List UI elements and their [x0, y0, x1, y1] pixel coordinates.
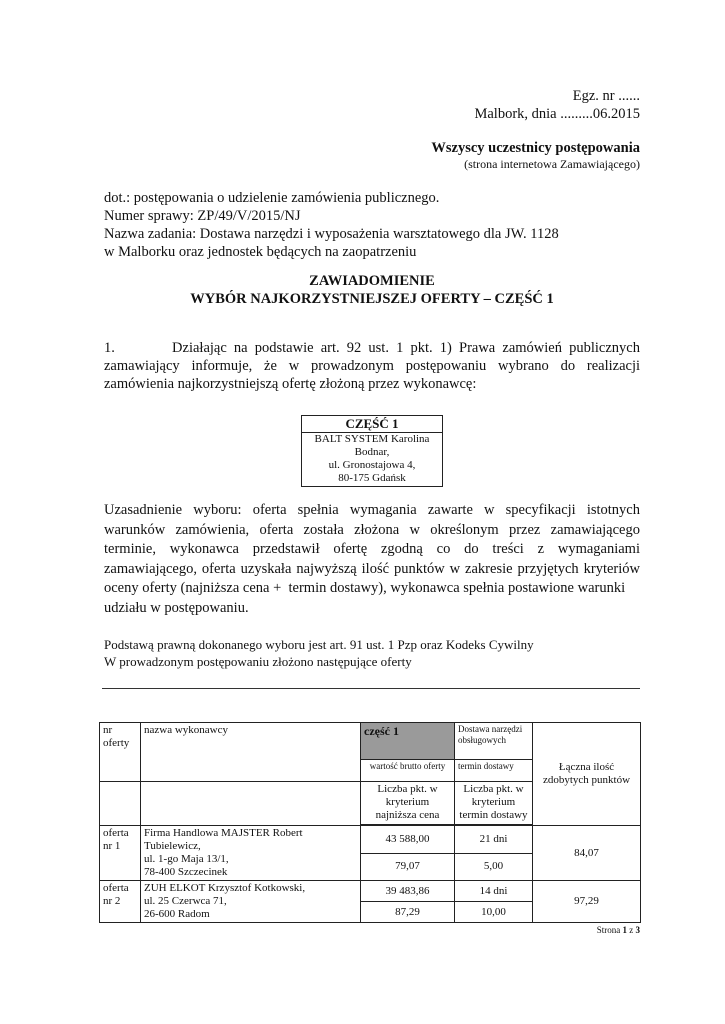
justification-line: terminie, wykonawca przedstawił ofertę zgodną co do treści z wymaganiami: [104, 541, 640, 557]
justification-line: oceny oferty (najniższa cena + termin dostawy), wykonawca spełnia postawione warunki: [104, 580, 626, 596]
empty-cell: [100, 782, 141, 826]
winner-line: 80-175 Gdańsk: [338, 472, 406, 484]
header-block: [380, 87, 640, 123]
header-points-term: Liczba pkt. w kryterium termin dostawy: [455, 782, 533, 825]
winner-line: Bodnar,: [354, 446, 390, 458]
gross-value: 43 588,00: [361, 826, 455, 854]
gross-value: 39 483,86: [361, 881, 455, 902]
task-name: Nazwa zadania: Dostawa narzędzi i wyposażenia warsztatowego dla JW. 1128: [104, 226, 559, 242]
offers-table: [99, 722, 641, 923]
page-label: Strona: [596, 925, 621, 935]
header-total-points: Łączna ilość zdobytych punktów: [533, 723, 641, 826]
winner-line: ul. Gronostajowa 4,: [328, 459, 416, 471]
contractor-line: ul. 1-go Maja 13/1,: [144, 853, 229, 865]
paragraph-1-line: zamawiający informuje, że w prowadzonym postępowaniu wybrano do realizacji: [104, 358, 640, 374]
total-points: 97,29: [533, 881, 641, 923]
recipients-title: Wszyscy uczestnicy postępowania: [431, 140, 640, 156]
points-term: 10,00: [455, 902, 533, 923]
winner-details: [302, 433, 442, 486]
points-term: 5,00: [455, 853, 533, 881]
points-price: 87,29: [361, 902, 455, 923]
contractor-line: 26-600 Radom: [144, 908, 210, 920]
offers-intro: W prowadzonym postępowaniu złożono następujące oferty: [104, 654, 412, 669]
delivery-term: 14 dni: [455, 881, 533, 902]
header-gross-value: wartość brutto oferty: [361, 760, 455, 782]
header-offer-number: nr oferty: [100, 723, 141, 782]
contractor-name: [141, 881, 361, 923]
justification-line: zamawiającego, oferta uzyskała najwyższą ilość punktów w zakresie przyjętych kryteriów: [104, 560, 640, 577]
notice-title: [104, 272, 640, 308]
notice-title-line1: ZAWIADOMIENIE: [309, 273, 435, 289]
header-contractor-name: nazwa wykonawcy: [141, 723, 361, 782]
place-date: Malbork, dnia .........06.2015: [474, 106, 640, 122]
reference-line: dot.: postępowania o udzielenie zamówienia publicznego.: [104, 190, 440, 206]
contractor-line: Tubielewicz,: [144, 840, 201, 852]
delivery-term: 21 dni: [455, 826, 533, 854]
task-name-cont: w Malborku oraz jednostek będących na zaopatrzeniu: [104, 244, 417, 260]
header-delivery-term: termin dostawy: [455, 760, 533, 782]
winner-heading: CZĘŚĆ 1: [302, 416, 442, 433]
contractor-line: Firma Handlowa MAJSTER Robert: [144, 827, 303, 839]
table-header-row: [100, 723, 641, 760]
header-points-price: Liczba pkt. w kryterium najniższa cena: [361, 782, 455, 825]
justification-line: Uzasadnienie wyboru: oferta spełnia wymagania zawarte w specyfikacji istotnych: [104, 502, 640, 518]
recipients: [380, 139, 640, 172]
page-total: 3: [635, 925, 640, 935]
notice-title-line2: WYBÓR NAJKORZYSTNIEJSZEJ OFERTY – CZĘŚĆ 1: [190, 291, 554, 307]
offer-number: oferta nr 2: [100, 881, 141, 923]
header-part: część 1: [361, 723, 455, 760]
offer-number: oferta nr 1: [100, 826, 141, 881]
legal-basis-line: Podstawą prawną dokonanego wyboru jest art. 91 ust. 1 Pzp oraz Kodeks Cywilny: [104, 637, 534, 652]
page-footer: [597, 925, 640, 935]
contractor-name: [141, 826, 361, 881]
header-part-description: Dostawa narzędzi obsługowych: [455, 723, 533, 760]
total-points: 84,07: [533, 826, 641, 881]
justification-line: udziału w postępowaniu.: [104, 599, 249, 616]
copy-number: Egz. nr ......: [572, 88, 640, 104]
contractor-line: ZUH ELKOT Krzysztof Kotkowski,: [144, 882, 306, 894]
legal-basis: [104, 636, 644, 670]
recipients-subtitle: (strona internetowa Zamawiającego): [464, 157, 640, 171]
page-separator: z: [629, 925, 634, 935]
case-number: Numer sprawy: ZP/49/V/2015/NJ: [104, 208, 301, 224]
contractor-line: 78-400 Szczecinek: [144, 866, 228, 878]
justification-line: warunków zamówienia, oferta została złożona w określonym przez zamawiającego: [104, 521, 640, 538]
empty-cell: [141, 782, 361, 826]
page-current: 1: [622, 925, 627, 935]
reference-block: [104, 189, 644, 261]
paragraph-1: [104, 339, 640, 393]
points-price: 79,07: [361, 853, 455, 881]
table-row: [100, 826, 641, 854]
winner-box: [301, 415, 443, 487]
contractor-line: ul. 25 Czerwca 71,: [144, 895, 227, 907]
table-row: [100, 881, 641, 902]
paragraph-1-line: 1. Działając na podstawie art. 92 ust. 1 pkt. 1) Prawa zamówień publicznych: [104, 340, 640, 356]
winner-line: BALT SYSTEM Karolina: [314, 433, 430, 445]
justification: [104, 501, 640, 618]
horizontal-rule: [102, 688, 640, 689]
paragraph-1-line: zamówienia najkorzystniejszą ofertę złożoną przez wykonawcę:: [104, 376, 477, 392]
